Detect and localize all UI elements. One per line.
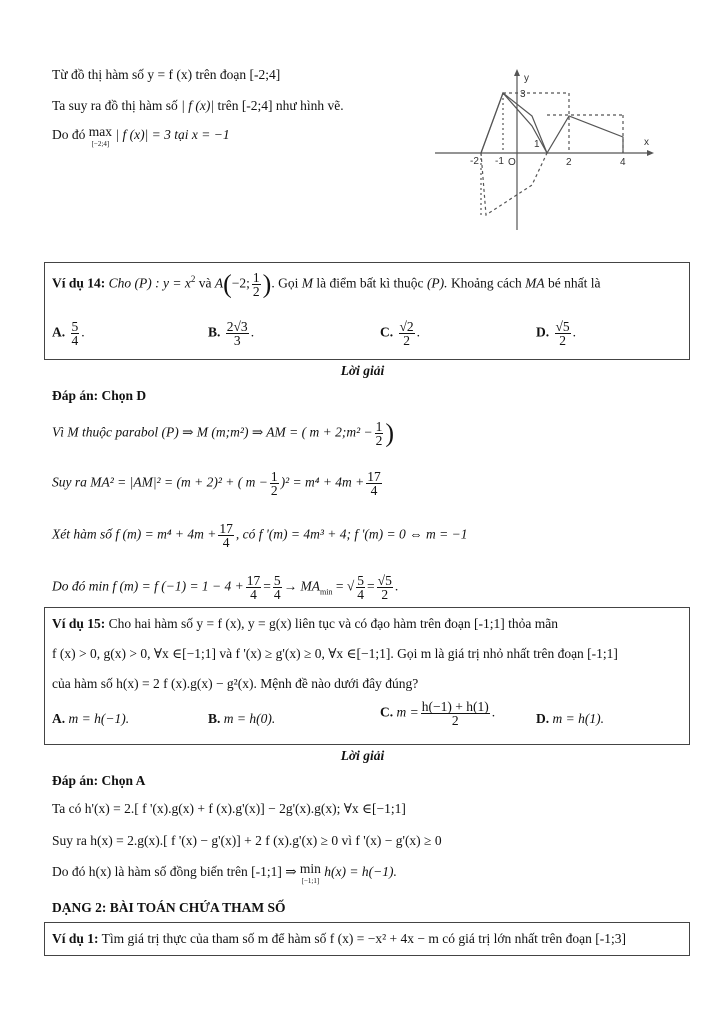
sol15-line-2: Suy ra h(x) = 2.g(x).[ f '(x) − g'(x)] + 2 f (x).g'(x) ≥ 0 vì f '(x) − g'(x) ≥ 0: [52, 833, 442, 848]
x-axis-label: x: [644, 137, 649, 148]
ex15-option-c[interactable]: C. m = $\frac{h(-1) + h(1)}{2}$ .: [380, 699, 496, 728]
sol14-heading: Lời giải: [340, 363, 385, 378]
ex15-line-1: Ví dụ 15: Cho hai hàm số y = f (x), y = g(x) liên tục và có đạo hàm trên đoạn [-1;1] thỏa mãn: [52, 616, 558, 631]
ex15-line-2: f (x) > 0, g(x) > 0, ∀x ∈[−1;1] và f '(x) ≥ g'(x) ≥ 0, ∀x ∈[−1;1]. Gọi m là giá trị nhỏ nhất trên đoạn [-1;1]: [52, 646, 618, 661]
x-arrow-icon: [647, 150, 654, 156]
abs-f-graph: [430, 65, 660, 235]
sol15-heading: Lời giải: [340, 748, 385, 763]
section-title: DẠNG 2: BÀI TOÁN CHỨA THAM SỐ: [52, 900, 286, 915]
sol14-line-2: Suy ra MA² = |AM|² = (m + 2)² + ( m − $\frac{1}{2}$ )² = m⁴ + 4m + $\frac{17}{4}$: [52, 469, 381, 498]
sol15-line-3: Do đó h(x) là hàm số đồng biến trên [-1;1] ⇒ min [−1;1] h(x) = h(−1).: [52, 861, 397, 885]
intro-line-1: Từ đồ thị hàm số y = f (x) trên đoạn [-2;4]: [52, 67, 281, 82]
ex14-option-c[interactable]: C. $\frac{√2}{2}$ .: [380, 319, 421, 348]
sol14-line-3: Xét hàm số f (m) = m⁴ + 4m + $\frac{17}{4}$ , có f '(m) = 4m³ + 4; f '(m) = 0 ⇔ m = −1: [52, 521, 468, 550]
ex15-option-d[interactable]: D. m = h(1).: [536, 711, 604, 726]
sol15-line-1: Ta có h'(x) = 2.[ f '(x).g(x) + f (x).g'(x)] − 2g'(x).g(x); ∀x ∈[−1;1]: [52, 801, 406, 816]
x-tick-2: 2: [566, 157, 572, 168]
y-tick-3: 3: [520, 89, 526, 100]
x-tick-neg2: -2: [470, 156, 479, 167]
intro-line-2: Ta suy ra đồ thị hàm số | f (x)| trên [-2;4] như hình vẽ.: [52, 98, 344, 113]
intro-line-3: Do đó max [−2;4] | f (x)| = 3 tại x = −1: [52, 124, 230, 148]
ex15-option-b[interactable]: B. m = h(0).: [208, 711, 276, 726]
abs-f-curve: [481, 93, 623, 153]
ex15-line-3: của hàm số h(x) = 2 f (x).g(x) − g²(x). Mệnh đề nào dưới đây đúng?: [52, 676, 419, 691]
x-tick-4: 4: [620, 157, 626, 168]
ex14-option-b[interactable]: B. $\frac{2√3}{3}$ .: [208, 319, 255, 348]
sol14-line-1: Vì M thuộc parabol (P) ⇒ M (m;m²) ⇒ AM = ( m + 2;m² − $\frac{1}{2}$ ): [52, 418, 395, 448]
sol14-line-4: Do đó min f (m) = f (−1) = 1 − 4 + $\frac{17}{4}$ = $\frac{5}{4}$ → $MA_{min}$ = √ $\frac{5}{4}$ = $\frac{√5}{2}$ .: [52, 573, 399, 602]
ex1-question: Ví dụ 1: Tìm giá trị thực của tham số m để hàm số f (x) = −x² + 4x − m có giá trị lớn nhất trên đoạn [-1;3]: [52, 931, 626, 946]
y-axis-label: y: [524, 73, 529, 84]
ex14-option-d[interactable]: D. $\frac{√5}{2}$ .: [536, 319, 577, 348]
sol15-answer: Đáp án: Chọn A: [52, 773, 146, 788]
ex14-question: Ví dụ 14: Cho (P) : $y = x^2$ và A(−2; $\frac{1}{2}$ ). Gọi M là điểm bất kì thuộc (P). Khoảng cách MA bé nhất là: [52, 269, 601, 299]
x-tick-neg1: -1: [495, 156, 504, 167]
y-arrow-icon: [514, 69, 520, 76]
sol14-answer: Đáp án: Chọn D: [52, 388, 147, 403]
x-tick-1: 1: [534, 139, 540, 150]
ex15-option-a[interactable]: A. m = h(−1).: [52, 711, 130, 726]
origin-label: O: [508, 157, 516, 168]
ex14-option-a[interactable]: A. $\frac{5}{4}$ .: [52, 319, 85, 348]
